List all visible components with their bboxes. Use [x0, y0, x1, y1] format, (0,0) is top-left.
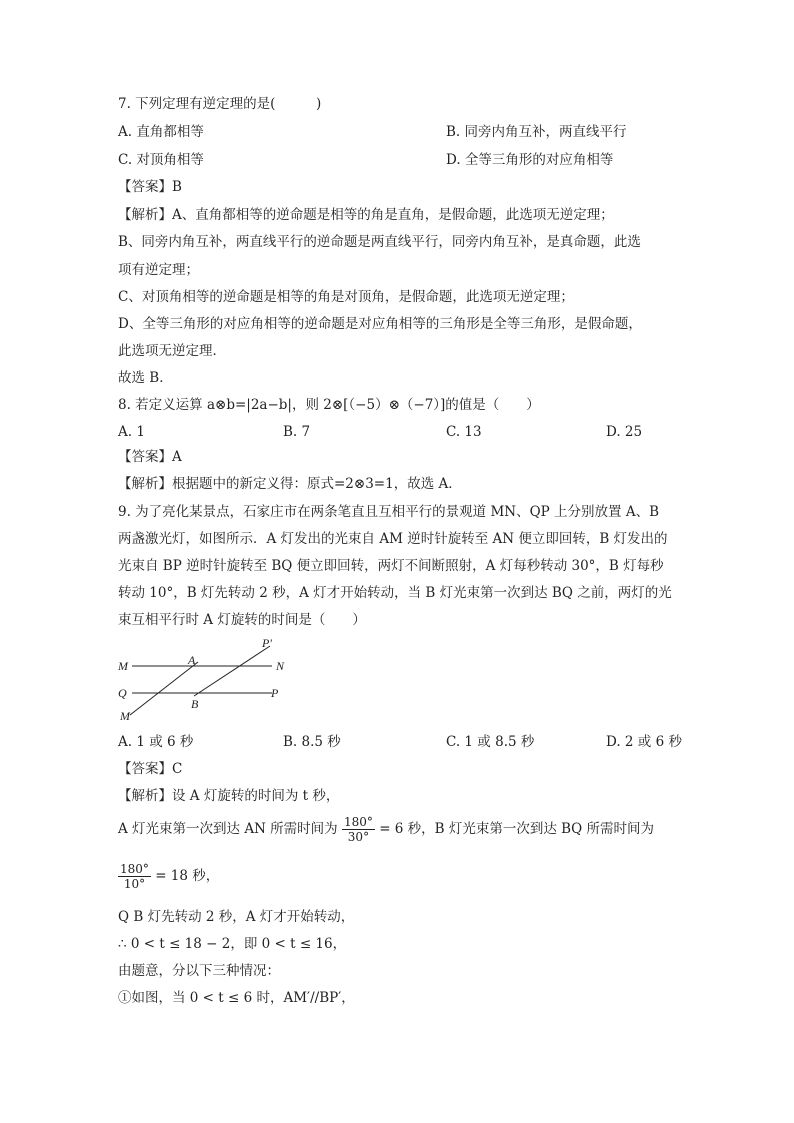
label-p: P	[271, 686, 279, 700]
fraction-numerator: 180°	[343, 815, 373, 829]
q8-option-c: C. 13	[446, 424, 482, 440]
q9-time-b-suffix: = 18 秒，	[155, 868, 220, 884]
q9-option-b: B. 8.5 秒	[283, 734, 341, 750]
q7-option-b: B. 同旁内角互补，两直线平行	[446, 124, 627, 140]
q9-analysis-line: 由题意，分以下三种情况：	[118, 963, 280, 979]
q8-option-d: D. 25	[606, 424, 643, 440]
q7-analysis-line: 【解析】A、直角都相等的逆命题是相等的角是直角，是假命题，此选项无逆定理；	[118, 207, 614, 223]
q7-analysis-line: C、对顶角相等的逆命题是相等的角是对顶角，是假命题，此选项无逆定理；	[118, 289, 574, 305]
label-q: Q	[118, 686, 127, 700]
q9-stem-line: 转动 10°，B 灯先转动 2 秒，A 灯才开始转动，当 B 灯光束第一次到达 BQ 之前，两灯的光	[118, 585, 672, 601]
label-b: B	[191, 697, 199, 711]
fraction-numerator: 180°	[120, 862, 149, 876]
label-a: A	[188, 653, 196, 667]
q9-analysis-line: ∴ 0 < t ≤ 18 − 2，即 0 < t ≤ 16，	[118, 936, 347, 952]
label-n: N	[276, 659, 285, 673]
q9-stem-line: 两盏激光灯，如图所示．A 灯发出的光束自 AM 逆时针旋转至 AN 便立即回转，B 灯发出的	[118, 531, 668, 547]
q7-answer: 【答案】B	[118, 179, 182, 195]
q7-analysis-line: 故选 B．	[118, 370, 173, 386]
q9-time-a-line	[118, 815, 654, 844]
label-m-lower: M	[120, 709, 130, 723]
beam-a	[130, 662, 198, 715]
q9-figure	[112, 634, 302, 726]
q9-analysis-intro: 【解析】设 A 灯旋转的时间为 t 秒，	[118, 788, 340, 804]
q9-analysis-line: ①如图，当 0 < t ≤ 6 时，AM′//BP′，	[118, 990, 355, 1006]
q8-stem: 8. 若定义运算 a⊗b=|2a−b|，则 2⊗[（−5）⊗（−7）]的值是（ ）	[118, 397, 540, 413]
q7-analysis-line: 此选项无逆定理．	[118, 343, 226, 359]
q9-stem-line: 9. 为了亮化某景点，石家庄市在两条笔直且互相平行的景观道 MN、QP 上分别放置 A、B	[118, 504, 660, 520]
q7-analysis-line: B、同旁内角互补，两直线平行的逆命题是两直线平行，同旁内角互补，是真命题，此选	[118, 234, 641, 250]
q9-time-a-mid: = 6 秒，B 灯光束第一次到达 BQ 所需时间为	[379, 821, 654, 837]
fraction	[118, 862, 151, 891]
q9-option-d: D. 2 或 6 秒	[606, 734, 682, 750]
q7-option-d: D. 全等三角形的对应角相等	[446, 152, 614, 168]
q9-option-c: C. 1 或 8.5 秒	[446, 734, 535, 750]
label-m: M	[118, 659, 128, 673]
q8-option-a: A. 1	[118, 424, 145, 440]
q9-stem-line: 光束自 BP 逆时针旋转至 BQ 便立即回转，两灯不间断照射，A 灯每秒转动 30°，B 灯每秒	[118, 558, 664, 574]
beam-b	[194, 646, 270, 696]
q7-analysis-line: D、全等三角形的对应角相等的逆命题是对应角相等的三角形是全等三角形，是假命题，	[118, 316, 642, 332]
q9-time-a-prefix: A 灯光束第一次到达 AN 所需时间为	[118, 821, 338, 837]
q9-answer: 【答案】C	[118, 761, 183, 777]
fraction	[342, 815, 375, 844]
q9-analysis-line: Q B 灯先转动 2 秒，A 灯才开始转动，	[118, 909, 355, 925]
q7-stem: 7. 下列定理有逆定理的是( )	[118, 96, 322, 112]
q8-analysis: 【解析】根据题中的新定义得：原式=2⊗3=1，故选 A．	[118, 476, 462, 492]
q7-analysis-line: 项有逆定理；	[118, 262, 199, 278]
label-p-prime: P′	[262, 636, 272, 650]
q7-option-a: A. 直角都相等	[118, 124, 204, 140]
q8-answer: 【答案】A	[118, 449, 182, 465]
q7-option-c: C. 对顶角相等	[118, 152, 204, 168]
fraction-denominator: 10°	[123, 877, 146, 891]
q9-option-a: A. 1 或 6 秒	[118, 734, 194, 750]
q8-option-b: B. 7	[283, 424, 311, 440]
fraction-denominator: 30°	[347, 830, 370, 844]
q9-time-b-line	[118, 862, 219, 891]
q9-stem-line: 束互相平行时 A 灯旋转的时间是（ ）	[118, 612, 366, 628]
